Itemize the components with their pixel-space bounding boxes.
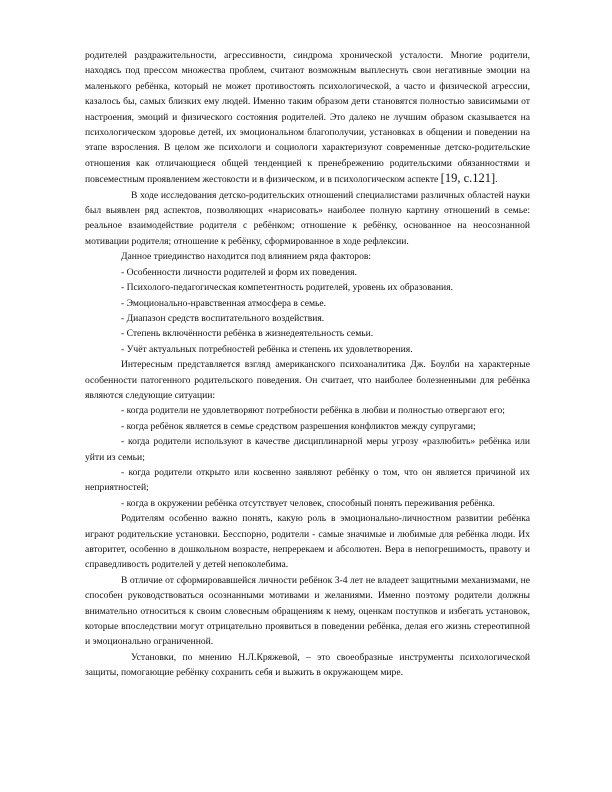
list-item: - Эмоционально-нравственная атмосфера в семье. xyxy=(121,297,327,309)
paragraph-intro xyxy=(85,48,530,188)
paragraph-parent-attitudes: Родителям особенно важно понять, какую роль в эмоционально-личностном развитии ребёнка играют родительские установки. Бесспорно, родители - самые значимые и любимые для ребёнка люди. Их авторитет, особенно в дошкольном возрасте, непререкаем и абсолютен. Вера в непогрешимость, правоту и справедливость родителей у детей непоколебима. xyxy=(85,513,530,571)
paragraph-bowlby: Интересным представляется взгляд американского психоаналитика Дж. Боулби на характерные особенности патогенного родительского поведения. Он считает, что наиболее болезненными для ребёнка являются следующие ситуации: xyxy=(85,359,530,401)
factors-list xyxy=(85,265,530,357)
paragraph-intro-text: родителей раздражительности, агрессивности, синдрома хронической усталости. Многие родители, находясь под прессом множества проблем, считают возможным выплеснуть свои негативные эмоции на маленького ребёнка, который не может противостоять психологической, а часто и физической агрессии, казалось бы, самых близких ему людей. Именно таким образом дети становятся полностью зависимыми от настроения, эмоций и физического состояния родителей. Это далеко не лучшим образом сказывается на психологическом здоровье детей, их эмоциональном благополучии, установках в общении и поведении на этапе взросления. В целом же психологи и социологи характеризуют современные детско-родительские отношения как отличающиеся общей тенденцией к пренебрежению родительскими обязанностями и повсеместным проявлением жестокости и в физическом, и в психологическом аспекте xyxy=(85,50,530,186)
list-item: - Степень включённости ребёнка в жизнедеятельность семьи. xyxy=(121,328,374,340)
paragraph-aspects: В ходе исследования детско-родительских отношений специалистами различных областей науки был выявлен ряд аспектов, позволяющих «нарисовать» наиболее полную картину отношений в семье: реальное взаимодействие родителя с ребёнком; отношение к ребёнку, основанное на неосознанной мотивации родителя; отношение к ребёнку, сформированное в ходе рефлексии. xyxy=(85,189,530,247)
situation-item: - когда родители не удовлетворяют потребности ребёнка в любви и полностью отвергают его; xyxy=(121,405,505,417)
situation-item: - когда родители открыто или косвенно заявляют ребёнку о том, что он является причиной их неприятностей; xyxy=(85,466,530,494)
paragraph-child-defense: В отличие от сформировавшейся личности ребёнок 3-4 лет не владеет защитными механизмами, не способен руководствоваться осознанными мотивами и желаниями. Именно поэтому родители должны внимательно относиться к своим словесным обращениям к нему, оценкам поступков и избегать установок, которые впоследствии могут отрицательно проявиться в поведении ребёнка, делая его жизнь стереотипной и эмоционально ограниченной. xyxy=(85,574,530,648)
paragraph-intro-end: . xyxy=(495,174,498,186)
situation-item: - когда ребёнок является в семье средством разрешения конфликтов между супругами; xyxy=(121,420,476,432)
page-body xyxy=(85,48,530,681)
situation-item: - когда в окружении ребёнка отсутствует человек, способный понять переживания ребёнка. xyxy=(121,497,495,509)
situation-item: - когда родители используют в качестве дисциплинарной меры угрозу «разлюбить» ребёнка или уйти из семьи; xyxy=(85,436,530,463)
list-item: - Учёт актуальных потребностей ребёнка и степень их удовлетворения. xyxy=(121,343,413,355)
list-item: - Диапазон средств воспитательного воздействия. xyxy=(121,312,325,324)
list-item: - Особенности личности родителей и форм их поведения. xyxy=(121,266,357,278)
paragraph-kryazheva: Установки, по мнению Н.Л.Кряжевой, – это своеобразные инструменты психологической защиты, помогающие ребёнку сохранить себя и выжить в окружающем мире. xyxy=(85,651,530,679)
list-item: - Психолого-педагогическая компетентность родителей, уровень их образования. xyxy=(121,282,453,294)
citation-reference: [19, с.121] xyxy=(440,171,496,186)
paragraph-factors-intro: Данное триединство находится под влиянием ряда факторов: xyxy=(121,251,372,263)
